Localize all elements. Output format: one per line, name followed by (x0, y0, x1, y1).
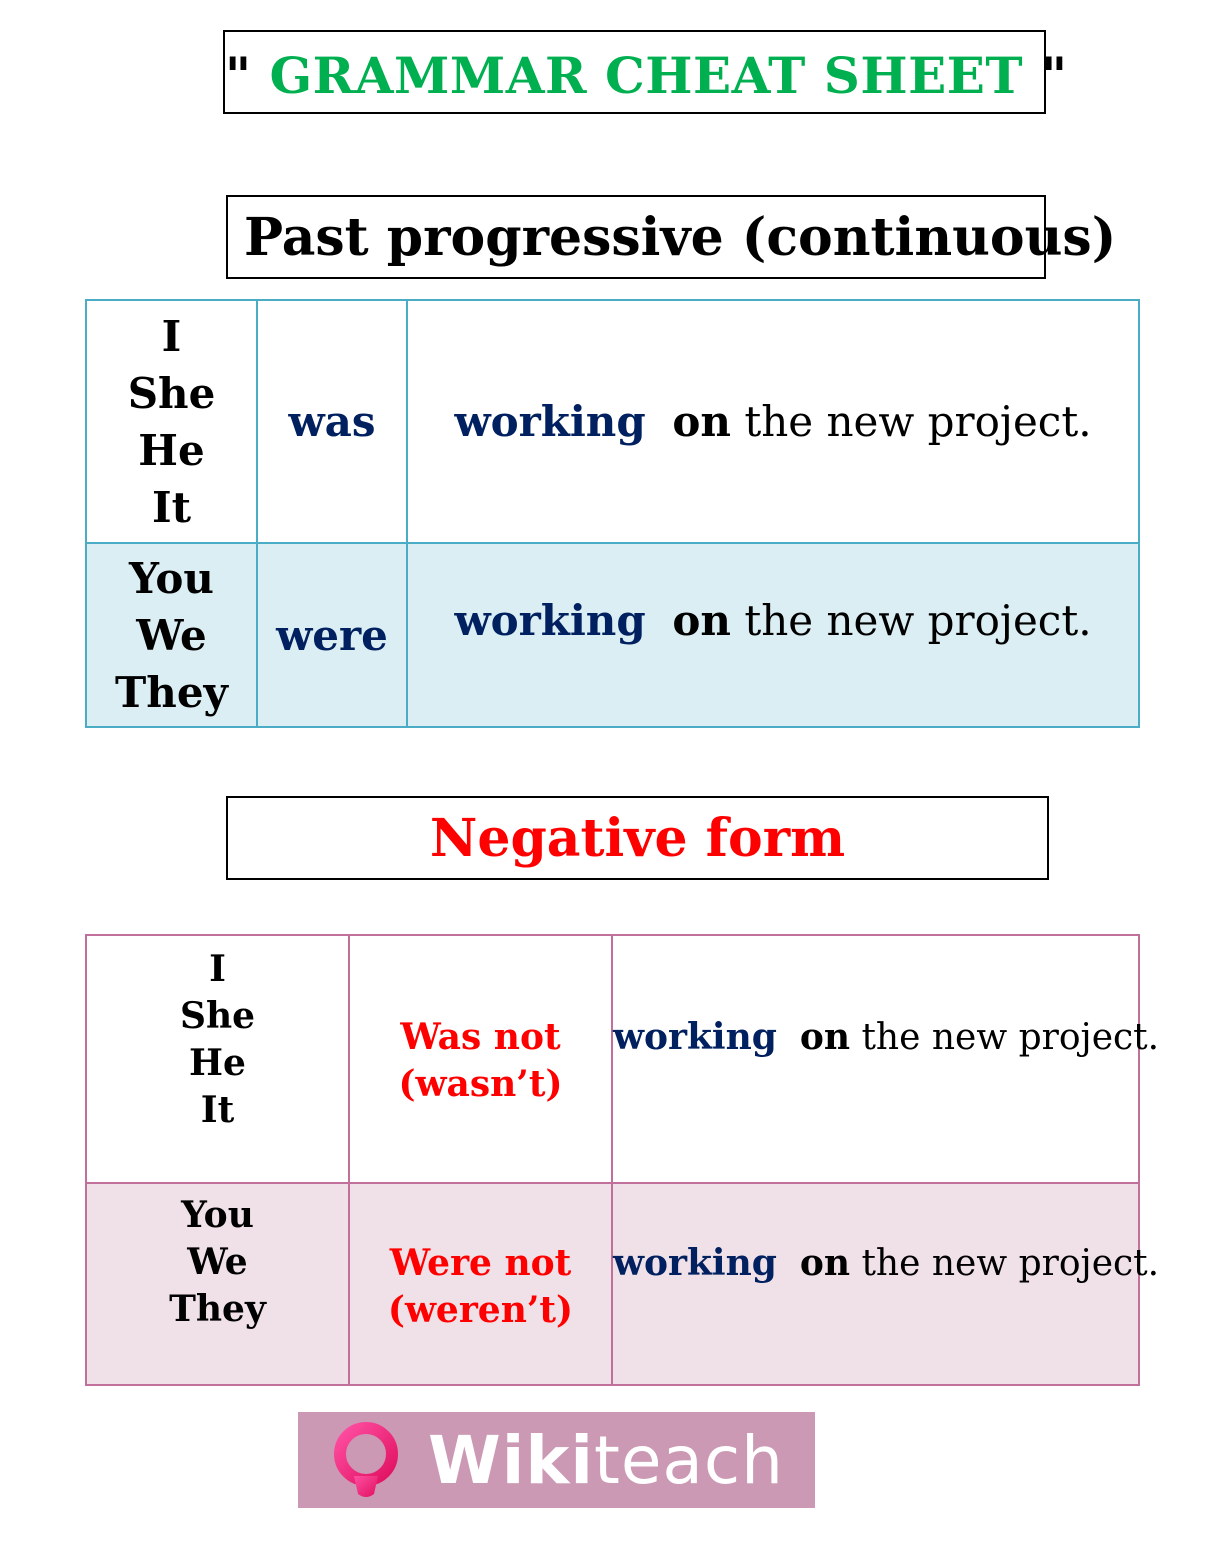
pronoun: She (127, 368, 216, 418)
pronoun: We (187, 1241, 248, 1283)
title-quote-open: " (225, 46, 252, 105)
pronoun: You (181, 1194, 254, 1236)
preposition: on (799, 1016, 851, 1058)
wikiteach-logo (298, 1412, 815, 1508)
negative-contraction: (weren’t) (387, 1289, 574, 1331)
negative-table (85, 934, 1160, 1386)
table-row (86, 935, 1139, 1183)
negative-verb: Was not (400, 1016, 561, 1058)
sentence-rest: the new project. (861, 1243, 1160, 1284)
verb-cell (257, 543, 407, 727)
pronoun: We (136, 610, 207, 660)
negative-heading-box (226, 796, 1049, 880)
sentence-cell (612, 935, 1160, 1183)
title-quote-close: " (1041, 46, 1068, 105)
sentence (454, 397, 1091, 446)
verb-cell (349, 1183, 612, 1385)
sentence-cell (407, 300, 1139, 543)
page-title (225, 46, 1068, 105)
table-row (86, 300, 1139, 543)
title-text: GRAMMAR CHEAT SHEET (269, 46, 1024, 105)
title-box (223, 30, 1068, 114)
logo-brand-regular: teach (593, 1422, 784, 1499)
negative-heading: Negative form (429, 808, 846, 869)
auxiliary-verb: were (276, 610, 388, 660)
pronoun: They (115, 667, 228, 717)
sentence-cell (612, 1183, 1160, 1385)
sentence (454, 596, 1091, 645)
sentence-cell (407, 543, 1139, 727)
participle: working (613, 1242, 777, 1284)
pronoun: He (189, 1042, 246, 1084)
tense-heading-box (226, 195, 1117, 279)
sentence-rest: the new project. (744, 596, 1092, 645)
pronoun: I (161, 311, 182, 361)
pronoun: It (151, 482, 192, 532)
logo-brand-bold: Wiki (428, 1422, 594, 1499)
sentence-rest: the new project. (744, 397, 1092, 446)
sentence (613, 1243, 1159, 1284)
participle: working (613, 1016, 777, 1058)
pronoun: You (129, 553, 214, 603)
pronoun: He (138, 425, 205, 475)
negative-contraction: (wasn’t) (398, 1063, 563, 1105)
pronoun-cell (86, 300, 257, 543)
preposition: on (672, 596, 731, 645)
negative-verb: Were not (389, 1242, 572, 1284)
table-row (86, 1183, 1139, 1385)
logo-wordmark (428, 1422, 784, 1499)
verb-cell (349, 935, 612, 1183)
sentence-rest: the new project. (861, 1017, 1160, 1058)
sentence (613, 1017, 1159, 1058)
preposition: on (672, 397, 731, 446)
participle: working (454, 596, 646, 645)
pronoun: It (200, 1089, 235, 1131)
auxiliary-verb: was (288, 397, 376, 446)
participle: working (454, 397, 646, 446)
table-row (86, 543, 1139, 727)
lightbulb-icon (328, 1420, 408, 1500)
pronoun-cell (86, 935, 349, 1183)
verb-cell (257, 300, 407, 543)
tense-heading: Past progressive (continuous) (244, 207, 1117, 268)
affirmative-table (85, 299, 1140, 728)
pronoun-cell (86, 543, 257, 727)
pronoun: She (179, 995, 256, 1037)
preposition: on (799, 1242, 851, 1284)
pronoun-cell (86, 1183, 349, 1385)
pronoun: I (209, 948, 226, 990)
pronoun: They (169, 1288, 266, 1330)
